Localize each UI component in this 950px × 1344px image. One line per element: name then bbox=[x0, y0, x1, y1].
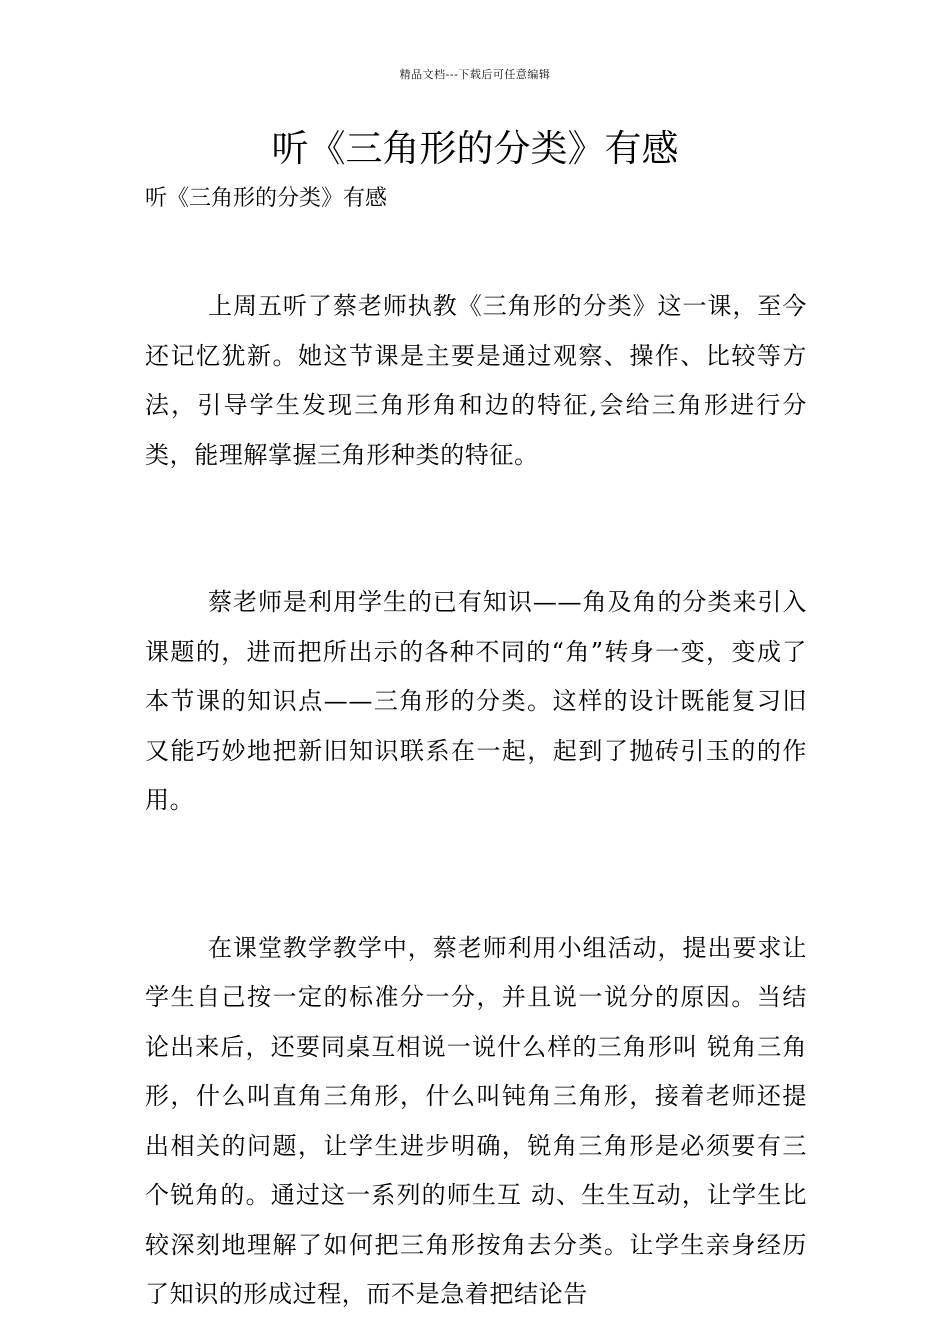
document-subtitle: 听《三角形的分类》有感 bbox=[145, 186, 388, 211]
document-body bbox=[145, 282, 807, 1320]
document-title: 听《三角形的分类》有感 bbox=[271, 127, 679, 170]
header-note: 精品文档---下载后可任意编辑 bbox=[399, 68, 551, 81]
paragraph-3: 在课堂教学教学中，蔡老师利用小组活动，提出要求让学生自己按一定的标准分一分，并且说一说分的原因。当结论出来后，还要同桌互相说一说什么样的三角形叫 锐角三角形，什么叫直角三角形，什么叫钝角三角形，接着老师还提出相关的问题，让学生进步明确，锐角三角形是必须要有三个锐角的。通过这一系列的师生互 动、生生互动，让学生比较深刻地理解了如何把三角形按角去分类。让学生亲身经历了知识的形成过程，而不是急着把结论告 bbox=[145, 933, 807, 1308]
paragraph-1: 上周五听了蔡老师执教《三角形的分类》这一课，至今还记忆犹新。她这节课是主要是通过观察、操作、比较等方法，引导学生发现三角形角和边的特征,会给三角形进行分类，能理解掌握三角形种类的特征。 bbox=[145, 292, 807, 469]
paragraph-2: 蔡老师是利用学生的已有知识——角及角的分类来引入课题的，进而把所出示的各种不同的“角”转身一变，变成了本节课的知识点——三角形的分类。这样的设计既能复习旧又能巧妙地把新旧知识联系在一起，起到了抛砖引玉的的作用。 bbox=[145, 588, 807, 814]
